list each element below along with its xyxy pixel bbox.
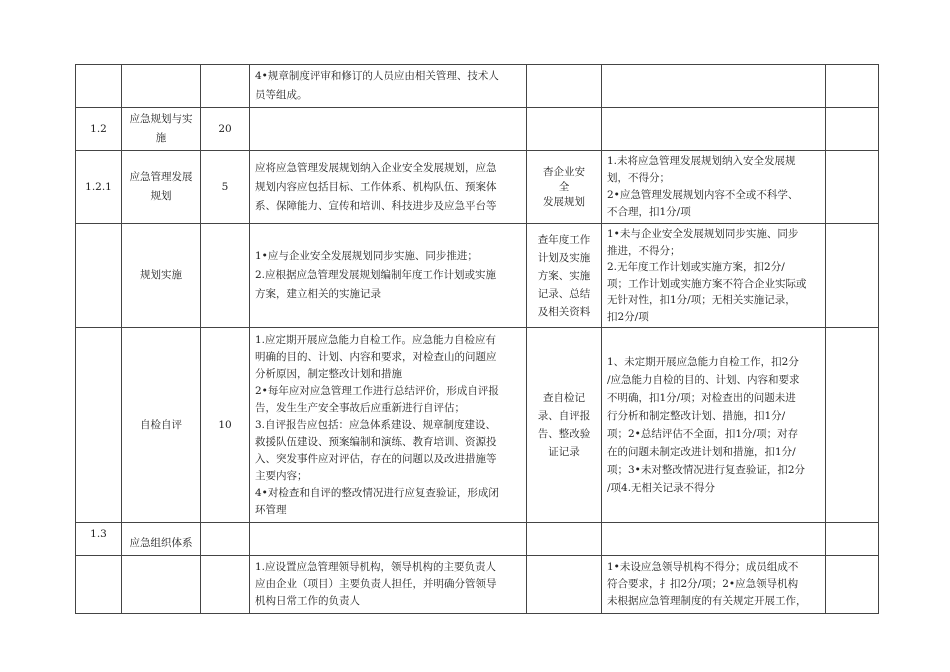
table-row [76, 224, 879, 328]
text-line: 计划及实施 [537, 251, 591, 264]
text-line: 2•每年应对应急管理工作进行总结评价，形成自评报 [255, 384, 499, 397]
text-line: 不明确，扣1分/项；对检查出的问题未进 [607, 392, 796, 404]
table-row [76, 556, 879, 614]
text-line: 记录、总结 [537, 287, 591, 300]
text-line: 1•未与企业安全发展规划同步实施、同步 [607, 228, 799, 240]
text-line: 2.应根据应急管理发展规划编制年度工作计划或实施 [255, 269, 497, 281]
text-line: 证记录 [548, 446, 580, 458]
cell-remark [826, 556, 879, 614]
cell-points: 20 [201, 108, 250, 151]
cell-scoring [602, 556, 826, 614]
text-line: 发展规划 [543, 195, 585, 208]
cell-points [201, 224, 250, 328]
text-line: 员等组成。 [255, 89, 308, 101]
cell-item [122, 328, 201, 523]
cell-method [527, 328, 602, 523]
text-line: 入、突发事件应对评估，存在的问题以及改进措施等 [255, 452, 497, 465]
text-line: 录、自评报 [537, 410, 591, 422]
cell-number [76, 65, 122, 108]
text-line: 符合要求，扌扣2分/项；2•应急领导机构 [607, 578, 799, 590]
cell-remark [826, 65, 879, 108]
text-line: 明确的目的、计划、内容和要求，对检查山的问题应 [255, 350, 497, 363]
text-line: 系、保障能力、宣传和培训、科技进步及应急平台等 [255, 199, 497, 212]
cell-remark [826, 108, 879, 151]
cell-points: 5 [201, 151, 250, 224]
cell-standard [250, 151, 527, 224]
cell-number: 1.2.1 [76, 151, 122, 224]
cell-method [527, 151, 602, 224]
cell-standard [250, 556, 527, 614]
text-line: 自检自评 [140, 418, 182, 431]
cell-standard [250, 108, 527, 151]
cell-number [76, 556, 122, 614]
cell-method [527, 65, 602, 108]
cell-scoring [602, 65, 826, 108]
text-line: 不合理，扣1分/项 [607, 206, 691, 218]
text-line: 在的问题未制定改进计划和措施，扣1分/ [607, 446, 796, 458]
text-line: 分析原因，制定整改计划和措施 [255, 367, 402, 380]
text-line: 救援队伍建设、预案编制和演练、教育培训、资源投 [255, 435, 497, 448]
text-line: /应急能力自检的目的、计划、内容和要求 [607, 374, 800, 386]
text-line: 项；2•总结评估不全面，扣1分/项；对存 [607, 428, 799, 440]
text-line: 无针对性，扣1分/项；无相关实施记录， [607, 294, 796, 306]
text-line: 应将应急管理发展规划纳入企业安全发展规划，应急 [255, 161, 497, 174]
text-line: 推进，不得分； [607, 244, 681, 257]
cell-scoring [602, 328, 826, 523]
text-line: 4•对检查和自评的整改情况进行应复查验证，形成闭 [255, 486, 499, 499]
cell-item [122, 151, 201, 224]
cell-standard [250, 224, 527, 328]
text-line: /项4.无相关记录不得分 [607, 482, 716, 494]
text-line: 规划 [150, 190, 172, 202]
text-line: 1.应设置应急管理领导机构，领导机构的主要负责人 [255, 561, 497, 573]
text-line: 2.无年度工作计划或实施方案，扣2分/ [607, 261, 785, 273]
cell-item [122, 65, 201, 108]
table-row [76, 108, 879, 151]
text-line: 应由企业（项目）主要负责人担任，并明确分管领导 [255, 578, 497, 590]
text-line: 全 [558, 180, 570, 193]
cell-number [76, 328, 122, 523]
table-row [76, 65, 879, 108]
cell-remark [826, 224, 879, 328]
text-line: 方案，建立相关的实施记录 [255, 288, 381, 300]
table-row [76, 151, 879, 224]
cell-points: 10 [201, 328, 250, 523]
text-line: 查自检记 [543, 392, 585, 404]
text-line: 杳企业安 [543, 165, 585, 178]
cell-item [122, 108, 201, 151]
cell-number [76, 224, 122, 328]
cell-number: 1.3 [76, 523, 122, 556]
text-line: 4•规章制度评审和修订的人员应由相关管理、技术人 [255, 70, 499, 82]
cell-standard [250, 65, 527, 108]
text-line: 1.未将应急管理发展规划纳入安全发展规 [607, 155, 796, 167]
text-line: 规划内容应包括目标、工作体系、机构队伍、预案体 [255, 180, 497, 193]
text-line: 行分析和制定整改计划、措施，扣1分/ [607, 410, 786, 422]
cell-standard [250, 328, 527, 523]
text-line: 划，不得分； [607, 172, 670, 184]
cell-method [527, 556, 602, 614]
cell-item [122, 523, 201, 556]
cell-scoring [602, 108, 826, 151]
text-line: 项；3•未对整改情况进行复查验证，扣2分 [607, 464, 806, 476]
cell-points [201, 523, 250, 556]
text-line: 1.应定期开展应急能力自检工作。应急能力自检应有 [255, 333, 497, 346]
text-line: 应急管理发展 [129, 171, 193, 183]
cell-points [201, 556, 250, 614]
text-line: 告、整改验 [537, 428, 591, 440]
text-line: 项；工作计划或实施方案不符合企业实际或 [607, 277, 807, 290]
cell-number: 1.2 [76, 108, 122, 151]
cell-remark [826, 328, 879, 523]
text-line: 机构日常工作的负责人 [255, 595, 360, 607]
cell-method [527, 108, 602, 151]
text-line: 扣2分/项 [607, 310, 649, 323]
text-line: 1•应与企业安全发展规划同步实施、同步推进； [255, 250, 478, 262]
text-line: 1•未设应急领导机构不得分；成员组成不 [607, 561, 799, 573]
text-line: 未根据应急管理制度的有关规定开展工作， [607, 595, 807, 607]
text-line: 1、未定期开展应急能力自检工作，扣2分 [607, 356, 799, 368]
cell-scoring [602, 523, 826, 556]
cell-points [201, 65, 250, 108]
cell-item [122, 556, 201, 614]
text-line: 施 [155, 132, 167, 144]
cell-scoring [602, 224, 826, 328]
cell-method [527, 523, 602, 556]
cell-method [527, 224, 602, 328]
evaluation-table [75, 64, 879, 614]
table-row [76, 328, 879, 523]
text-line: 2•应急管理发展规划内容不全或不科学、 [607, 189, 799, 201]
cell-item [122, 224, 201, 328]
cell-remark [826, 523, 879, 556]
table-row [76, 523, 879, 556]
cell-standard [250, 523, 527, 556]
text-line: 方案、实施 [537, 269, 591, 282]
text-line: 及相关资料 [537, 305, 591, 318]
cell-scoring [602, 151, 826, 224]
text-line: 主要内容； [255, 469, 308, 482]
text-line: 应急规划与实 [129, 113, 193, 125]
text-line: 环管理 [255, 503, 287, 516]
text-line: 查年度工作 [537, 233, 591, 246]
text-line: 应急组织体系 [129, 537, 193, 549]
text-line: 规划实施 [140, 269, 182, 281]
text-line: 3.自评报告应包括：应急体系建设、规章制度建设、 [255, 418, 497, 431]
text-line: 告，发生生产安全事故后应重新进行自评估； [255, 401, 465, 414]
cell-remark [826, 151, 879, 224]
